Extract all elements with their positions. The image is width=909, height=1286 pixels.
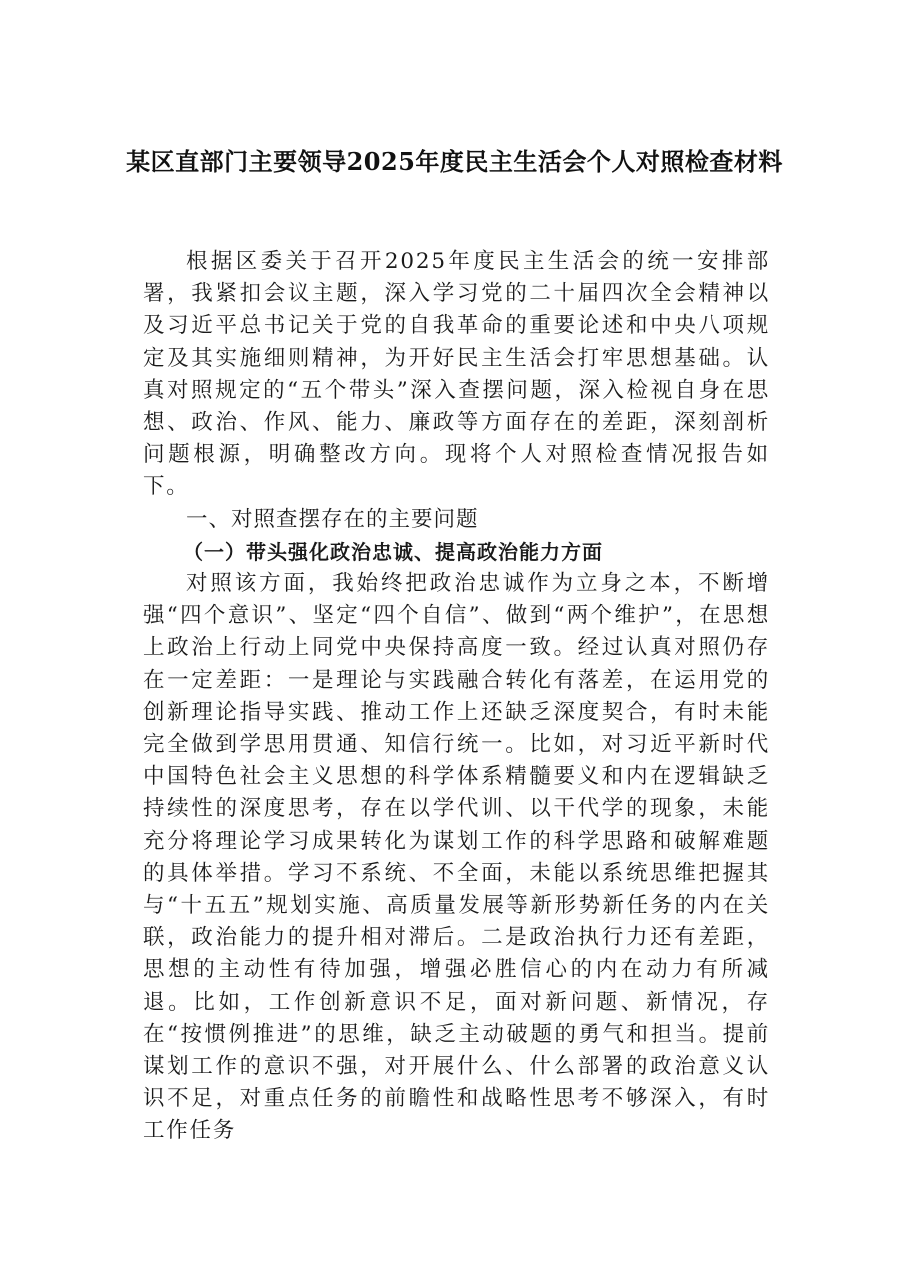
subsection-paragraph: 对照该方面，我始终把政治忠诚作为立身之本，不断增强“四个意识”、坚定“四个自信”、做到“两个维护”，在思想上政治上行动上同党中央保持高度一致。经过认真对照仍存在一定差距：一是理论与实践融合转化有落差，在运用党的创新理论指导实践、推动工作上还缺乏深度契合，有时未能完全做到学思用贯通、知信行统一。比如，对习近平新时代中国特色社会主义思想的科学体系精髓要义和内在逻辑缺乏持续性的深度思考，存在以学代训、以干代学的现象，未能充分将理论学习成果转化为谋划工作的科学思路和破解难题的具体举措。学习不系统、不全面，未能以系统思维把握其与“十五五”规划实施、高质量发展等新形势新任务的内在关联，政治能力的提升相对滞后。二是政治执行力还有差距，思想的主动性有待加强，增强必胜信心的内在动力有所减退。比如，工作创新意识不足，面对新问题、新情况，存在“按惯例推进”的思维，缺乏主动破题的勇气和担当。提前谋划工作的意识不强，对开展什么、什么部署的政治意义认识不足，对重点任务的前瞻性和战略性思考不够深入，有时工作任务: [143, 571, 770, 1144]
document-title: 某区直部门主要领导2025年度民主生活会个人对照检查材料: [126, 147, 783, 176]
intro-paragraph: 根据区委关于召开2025年度民主生活会的统一安排部署，我紧扣会议主题，深入学习党的二十届四次全会精神以及习近平总书记关于党的自我革命的重要论述和中央八项规定及其实施细则精神，为开好民主生活会打牢思想基础。认真对照规定的“五个带头”深入查摆问题，深入检视自身在思想、政治、作风、能力、廉政等方面存在的差距，深刻剖析问题根源，明确整改方向。现将个人对照检查情况报告如下。: [143, 249, 770, 500]
document-body: [143, 246, 770, 1148]
subsection-heading: （一）带头强化政治忠诚、提高政治能力方面: [183, 539, 603, 564]
section-heading: 一、对照查摆存在的主要问题: [186, 506, 479, 532]
